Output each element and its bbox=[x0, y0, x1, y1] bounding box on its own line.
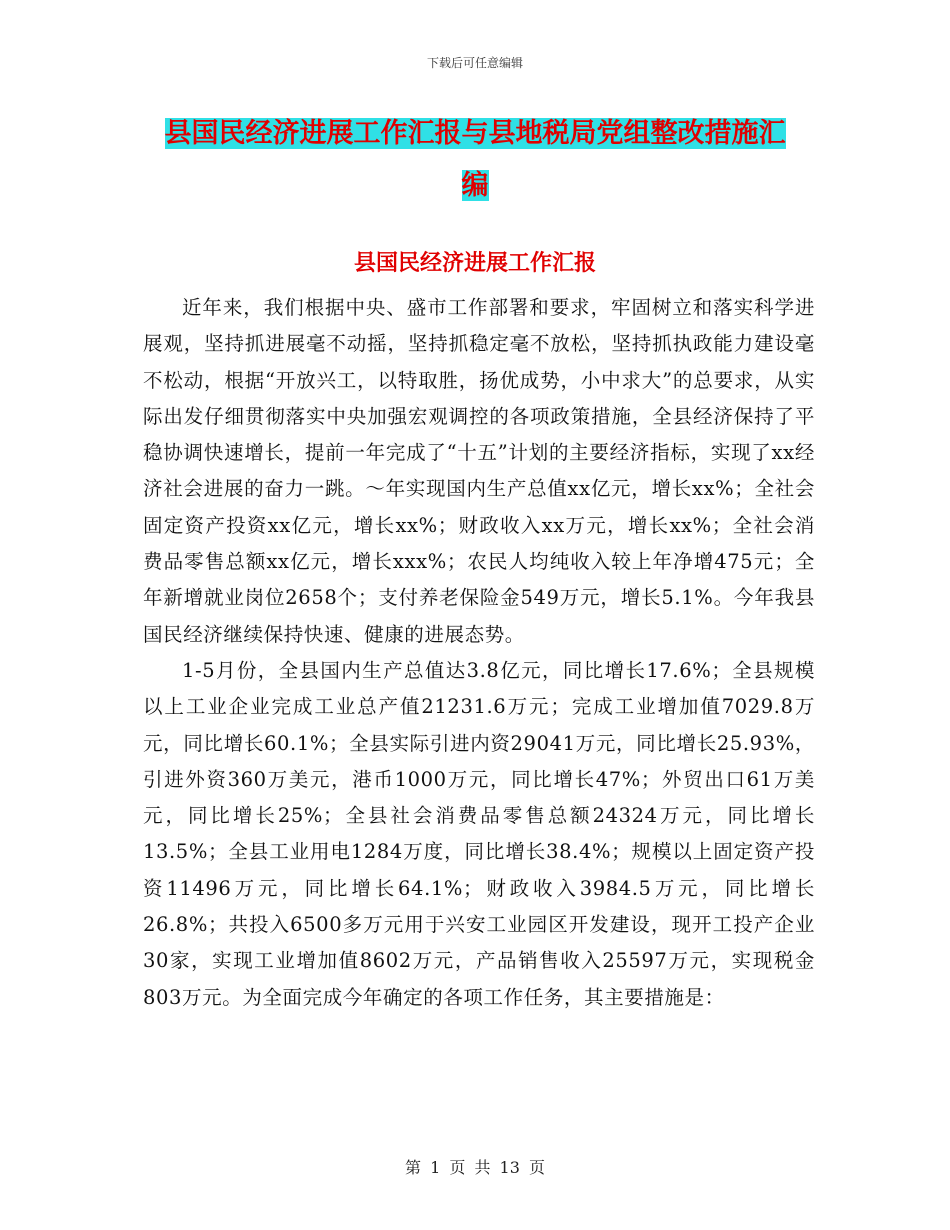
section-title: 县国民经济进展工作汇报 bbox=[353, 250, 596, 276]
document-title bbox=[150, 108, 800, 212]
document-body bbox=[143, 290, 815, 1016]
document-title-line-2: 编 bbox=[461, 170, 489, 201]
body-paragraph: 近年来，我们根据中央、盛市工作部署和要求，牢固树立和落实科学进展观，坚持抓进展毫不动摇，坚持抓稳定毫不放松，坚持抓执政能力建设毫不松动，根据“开放兴工，以特取胜，扬优成势，小中求大”的总要求，从实际出发仔细贯彻落实中央加强宏观调控的各项政策措施，全县经济保持了平稳协调快速增长，提前一年完成了“十五”计划的主要经济指标，实现了xx经济社会进展的奋力一跳。～年实现国内生产总值xx亿元，增长xx%；全社会固定资产投资xx亿元，增长xx%；财政收入xx万元，增长xx%；全社会消费品零售总额xx亿元，增长xxx%；农民人均纯收入较上年净增475元；全年新增就业岗位2658个；支付养老保险金549万元，增长5.1%。今年我县国民经济继续保持快速、健康的进展态势。 bbox=[143, 296, 815, 646]
page-header-note: 下载后可任意编辑 bbox=[426, 56, 523, 70]
body-paragraph: 1-5月份，全县国内生产总值达3.8亿元，同比增长17.6%；全县规模以上工业企业完成工业总产值21231.6万元；完成工业增加值7029.8万元，同比增长60.1%；全县实际引进内资29041万元，同比增长25.93%，引进外资360万美元，港币1000万元，同比增长47%；外贸出口61万美元，同比增长25%；全县社会消费品零售总额24324万元，同比增长13.5%；全县工业用电1284万度，同比增长38.4%；规模以上固定资产投资11496万元，同比增长64.1%；财政收入3984.5万元，同比增长26.8%；共投入6500多万元用于兴安工业园区开发建设，现开工投产企业30家，实现工业增加值8602万元，产品销售收入25597万元，实现税金803万元。为全面完成今年确定的各项工作任务，其主要措施是： bbox=[143, 658, 815, 1009]
page-number-footer: 第 1 页 共 13 页 bbox=[405, 1158, 545, 1177]
document-title-line-1: 县国民经济进展工作汇报与县地税局党组整改措施汇 bbox=[164, 118, 786, 149]
